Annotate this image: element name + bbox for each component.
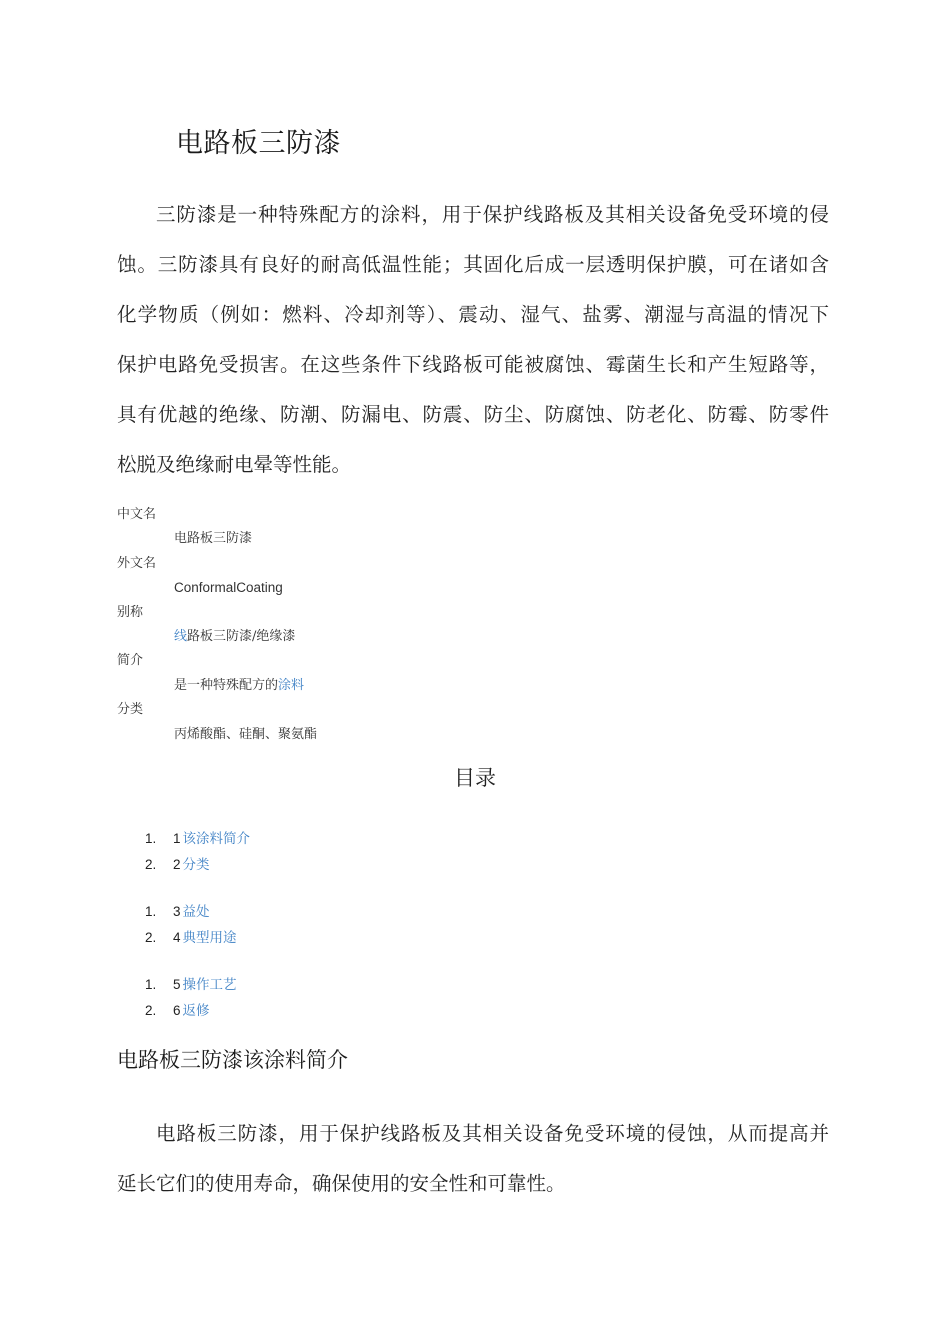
- chinese-name-label: 中文名: [117, 507, 157, 522]
- toc-marker: 1.: [145, 831, 157, 846]
- toc-item[interactable]: [145, 998, 237, 1024]
- alias-text: 路板三防漆/绝缘漆: [187, 628, 296, 644]
- brief-link[interactable]: 涂料: [278, 677, 305, 693]
- toc-link[interactable]: 益处: [182, 904, 210, 920]
- section-line: 延长它们的使用寿命，确保使用的安全性和可靠性。: [117, 1172, 566, 1195]
- toc-marker: 1.: [145, 904, 157, 919]
- intro-line: 具有优越的绝缘、防潮、防漏电、防震、防尘、防腐蚀、防老化、防霉、防零件: [117, 403, 829, 426]
- toc-link[interactable]: 典型用途: [182, 929, 237, 946]
- toc-item[interactable]: [145, 972, 237, 998]
- toc-index: 3: [173, 904, 181, 919]
- toc-marker: 2.: [145, 929, 157, 945]
- toc-index: 1: [173, 831, 181, 846]
- brief-value: [117, 674, 717, 698]
- toc-marker: 2.: [145, 856, 157, 872]
- section-heading: 电路板三防漆该涂料简介: [117, 1048, 348, 1072]
- brief-text: 是一种特殊配方的: [174, 677, 279, 693]
- intro-line: 保护电路免受损害。在这些条件下线路板可能被腐蚀、霉菌生长和产生短路等，: [117, 353, 829, 376]
- alias-value: [117, 625, 717, 649]
- brief-label: 简介: [117, 653, 144, 669]
- intro-line: 化学物质（例如：燃料、冷却剂等）、震动、湿气、盐雾、潮湿与高温的情况下: [117, 303, 829, 326]
- section-paragraph: [117, 1109, 829, 1209]
- toc-link[interactable]: 操作工艺: [182, 977, 237, 993]
- toc-marker: 2.: [145, 1002, 157, 1018]
- toc-index: 5: [173, 977, 181, 992]
- foreign-name-label: 外文名: [117, 555, 157, 571]
- toc-group: [145, 972, 237, 1023]
- intro-line: 三防漆是一种特殊配方的涂料，用于保护线路板及其相关设备免受环境的侵: [156, 203, 829, 226]
- intro-line: 松脱及绝缘耐电晕等性能。: [117, 453, 352, 476]
- toc-index: 4: [173, 929, 181, 945]
- toc-link[interactable]: 返修: [182, 1002, 210, 1019]
- page-title: 电路板三防漆: [176, 128, 341, 159]
- toc-group: [145, 826, 250, 877]
- toc-index: 2: [173, 856, 181, 872]
- toc-group: [145, 899, 237, 950]
- foreign-name-value: ConformalCoating: [174, 580, 283, 596]
- toc-link[interactable]: 分类: [182, 856, 210, 873]
- category-label: 分类: [117, 702, 144, 718]
- chinese-name-value: 电路板三防漆: [174, 531, 253, 547]
- toc-title: 目录: [454, 766, 496, 790]
- category-value: 丙烯酸酯、硅酮、聚氨酯: [174, 726, 318, 742]
- alias-link[interactable]: 线: [174, 628, 188, 644]
- intro-paragraph: [117, 190, 829, 490]
- info-box: [117, 503, 717, 747]
- toc-item[interactable]: [145, 925, 237, 951]
- toc-item[interactable]: [145, 852, 250, 878]
- toc-item[interactable]: [145, 826, 250, 852]
- toc-item[interactable]: [145, 899, 237, 925]
- intro-line: 蚀。三防漆具有良好的耐高低温性能；其固化后成一层透明保护膜，可在诸如含: [117, 253, 829, 276]
- alias-label: 别称: [117, 604, 144, 620]
- section-line: 电路板三防漆，用于保护线路板及其相关设备免受环境的侵蚀，从而提高并: [156, 1122, 829, 1145]
- toc-link[interactable]: 该涂料简介: [182, 831, 251, 847]
- toc-marker: 1.: [145, 977, 157, 992]
- toc-index: 6: [173, 1002, 181, 1018]
